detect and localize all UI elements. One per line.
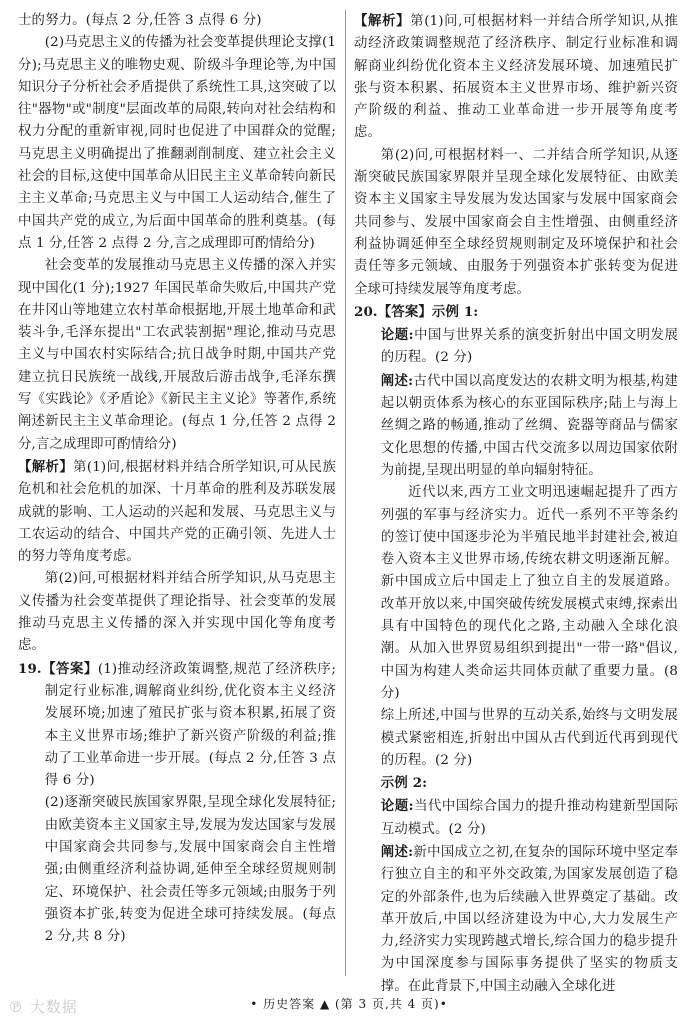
thesis-label: 论题: — [380, 327, 414, 344]
answer-text: (2)马克思主义的传播为社会变革提供理论支撑(1分);马克思主义的唯物史观、阶级斗争理论等,为中国知识分子分析社会矛盾提供了系统性工具,这突破了以往"器物"或"制度"层面改革的局限,转向对社会结构和权力分配的重新审视,同时也促进了中国群众的觉醒;马克思主义明确提出了推翻剥削制度、建立社会主义社会的目标,这使中国革命从旧民主主义革命转向新民主主义革命;马克思主义与中国工人运动结合,催生了中国共产党的成立,为后面中国革命的胜利奠基。(每点 1 分,任答 2 点得 2 分,言之成理即可酌情给分) — [18, 35, 336, 251]
question-number: 19. — [18, 660, 42, 677]
question-19-answer: 19.【答案】(1)推动经济政策调整,规范了经济秩序;制定行业标准,调解商业纠纷,优化资本主义经济发展环境;加速了殖民扩张与资本积累,拓展了资本主义世界市场;维护了新兴资产阶级的利益;推动了工业革命进一步开展。(每点 2 分,任答 3 点得 6 分) — [18, 660, 336, 789]
answer-text: 士的努力。(每点 2 分,任答 3 点得 6 分) — [18, 13, 262, 28]
analysis-text: 第(2)问,可根据材料一、二并结合所学知识,从逐渐突破民族国家界限并呈现全球化发展特征、由欧美资本主义国家主导发展为发达国家与发展中国家商会共同参与、发展中国家商会自主性增强、由侧重经济利益协调延伸至全球经贸规则制定及环境保护和社会责任等多元领域、由服务于列强资本扩张转变为促进全球可持续发展等角度考虑。 — [354, 147, 678, 297]
answer-tag: 【答案】 — [41, 660, 98, 677]
watermark-logo: ℗ 大数据 — [8, 998, 78, 1016]
elaboration-text: 近代以来,西方工业文明迅速崛起提升了西方列强的军事与经济实力。近代一系列不平等条约的签订使中国逐步沦为半殖民地半封建社会,被迫卷入资本主义世界市场,传统农耕文明逐渐瓦解。新中国成立后中国走上了独立自主的发展道路。改革开放以来,中国突破传统发展模式束缚,探索出具有中国特色的现代化之路,主动融入全球化浪潮。从加入世界贸易组织到提出"一带一路"倡议,中国为构建人类命运共同体贡献了重要力量。(8 分) — [380, 485, 678, 701]
thesis: 论题:中国与世界关系的演变折射出中国文明发展的历程。(2 分) — [380, 327, 678, 366]
analysis-tag: 【解析】 — [18, 458, 74, 475]
elaboration: 阐述:古代中国以高度发达的农耕文明为根基,构建起以朝贡体系为核心的东亚国际秩序;陆上与海上丝绸之路的畅通,推动了丝绸、瓷器等商品与儒家文化思想的传播,中国古代交流多以周边国家依附为前提,呈现出明显的单向辐射特征。 — [380, 372, 678, 478]
analysis-paragraph: 【解析】第(1)问,根据材料并结合所学知识,可从民族危机和社会危机的加深、十月革命的胜利及苏联发展成就的影响、工人运动的兴起和发展、马克思主义与工农运动的结合、中国共产党的正确引领、先进人士的努力等角度考虑。 — [18, 458, 336, 565]
elaboration: 阐述:新中国成立之初,在复杂的国际环境中坚定奉行独立自主的和平外交政策,为国家发展创造了稳定的外部条件,也为后续融入世界奠定了基础。改革开放后,中国以经济建设为中心,大力发展生产力,经济实力实现跨越式增长,综合国力的稳步提升为中国深度参与国际事务提供了坚实的物质支撑。在此背景下,中国主动融入全球化进 — [380, 843, 678, 994]
footer-subject: • 历史答案 — [250, 997, 316, 1011]
right-column — [354, 10, 678, 994]
left-column — [18, 10, 336, 978]
analysis-tag: 【解析】 — [354, 13, 411, 29]
analysis-paragraph: 【解析】第(1)问,可根据材料一并结合所学知识,从推动经济政策调整规范了经济秩序、制定行业标准和调解商业纠纷优化资本主义经济发展环境、加速殖民扩张与资本积累、拓展资本主义世界市场、维护新兴资产阶级的利益、推动工业革命进一步开展等角度考虑。 — [354, 13, 678, 141]
thesis-label: 论题: — [380, 798, 414, 815]
analysis-text: 第(2)问,可根据材料并结合所学知识,从马克思主义传播为社会变革提供了理论指导、社会变革的发展推动马克思主义传播的深入并实现中国化等角度考虑。 — [18, 571, 336, 654]
elaboration-label: 阐述: — [380, 372, 414, 389]
page-footer — [0, 995, 698, 1012]
example-label: 示例 1: — [431, 303, 479, 320]
conclusion-text: 综上所述,中国与世界的互动关系,始终与文明发展模式紧密相连,折射出中国从古代到近代再到现代的历程。(2 分) — [380, 708, 678, 768]
triangle-icon: ▲ — [319, 997, 331, 1011]
answer-text: 社会变革的发展推动马克思主义传播的深入并实现中国化(1 分);1927 年国民革命失败后,中国共产党在井冈山等地建立农村革命根据地,开展土地革命和武装斗争,毛泽东提出"工农武装割据"理论,推动马克思主义与中国农村实际结合;抗日战争时期,中国共产党建立抗日民族统一战线,开展敌后游击战争,毛泽东撰写《实践论》《矛盾论》《新民主主义论》等著作,系统阐述新民主主义革命理论。(每点 1 分,任答 2 点得 2 分,言之成理即可酌情给分) — [18, 258, 336, 452]
column-divider — [345, 10, 346, 976]
question-20-answer — [354, 301, 678, 324]
answer-tag: 【答案】 — [377, 303, 432, 320]
footer-page-number: (第 3 页,共 4 页)• — [335, 997, 448, 1011]
question-number: 20. — [354, 303, 378, 320]
answer-text: (2)逐渐突破民族国家界限,呈现全球化发展特征;由欧美资本主义国家主导,发展为发达国家与发展中国家商会共同参与,发展中国家商会自主性增强;由侧重经济利益协调,延伸至全球经贸规则制定、环境保护、社会责任等多元领域;由服务于列强资本扩张,转变为促进全球可持续发展。(每点 2 分,共 8 分) — [44, 795, 336, 945]
thesis: 论题:当代中国综合国力的提升推动构建新型国际互动模式。(2 分) — [380, 798, 678, 837]
elaboration-label: 阐述: — [380, 843, 414, 860]
example-label: 示例 2: — [380, 775, 428, 792]
